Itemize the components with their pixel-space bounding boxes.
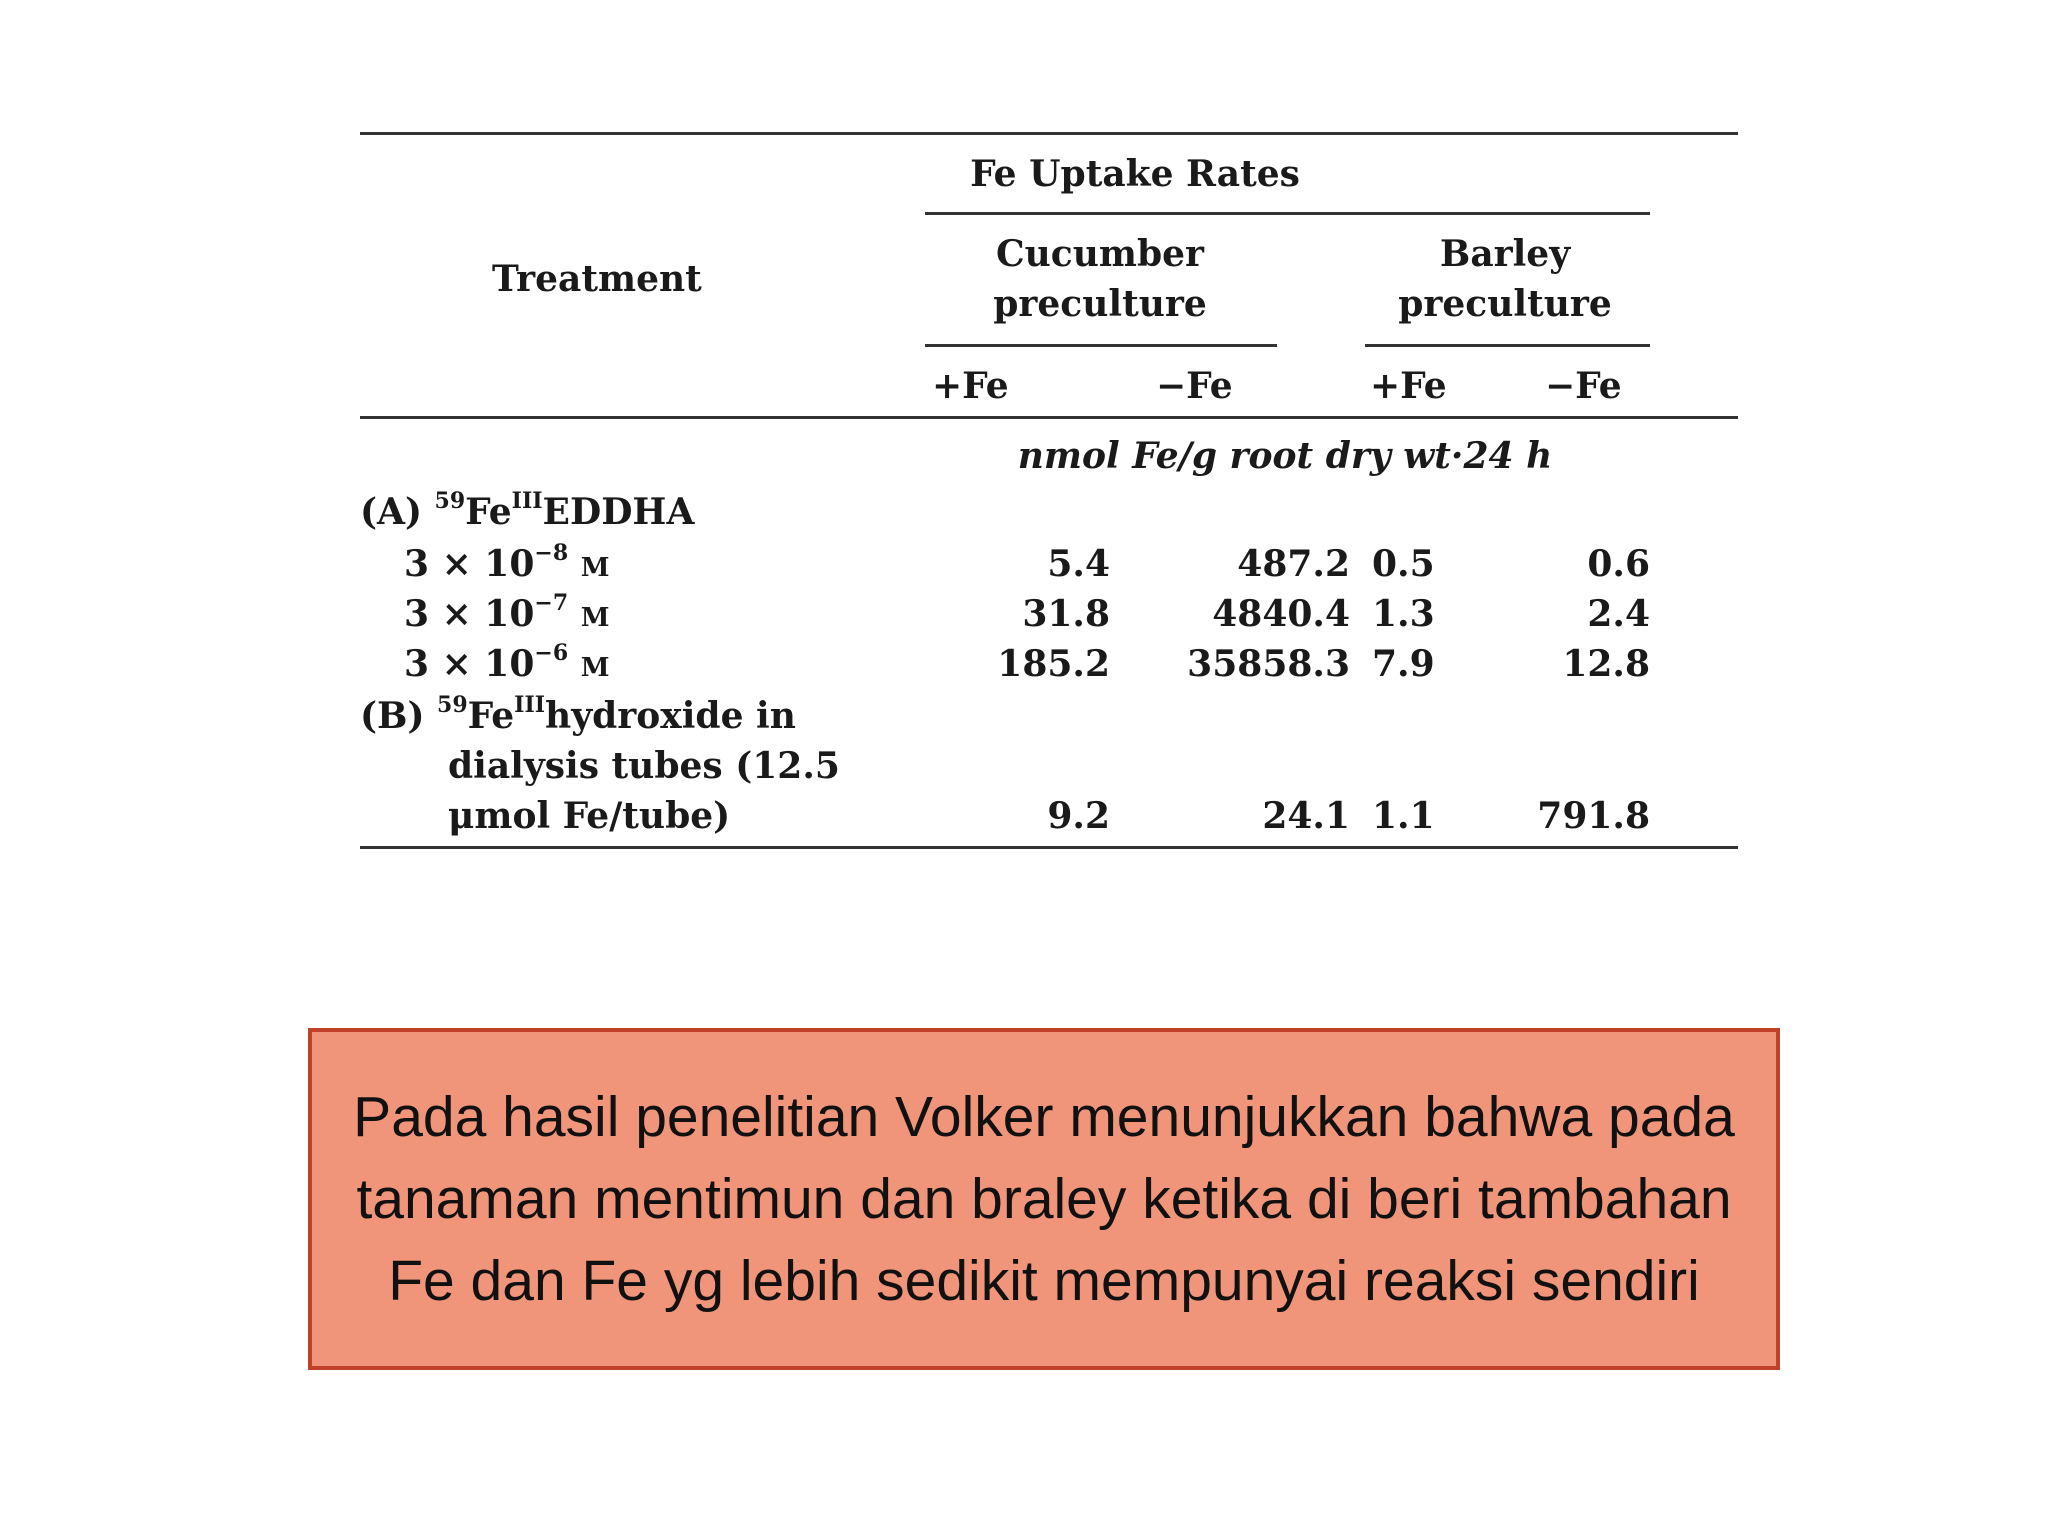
section-b-oxidation: III — [514, 692, 546, 718]
header-barley-minus-fe: −Fe — [1545, 365, 1622, 407]
section-a-label: (A) — [360, 491, 422, 533]
header-cucumber-line2: preculture — [993, 283, 1207, 325]
header-fe-uptake-rates: Fe Uptake Rates — [970, 153, 1300, 195]
conc-label: $3 \times 10^{-7}$ M — [404, 590, 610, 635]
section-a-isotope: 59 — [434, 488, 466, 514]
value-barley-minus-fe: 0.6 — [1587, 543, 1650, 585]
value-cucumber-minus-fe: 4840.4 — [1212, 593, 1350, 635]
value-barley-plus-fe: 1.1 — [1372, 795, 1435, 837]
caption-text: Pada hasil penelitian Volker menunjukkan bahwa pada tanaman mentimun dan braley ketika di beri tambahan Fe dan Fe yg lebih sedikit mempunyai reaksi sendiri — [353, 1085, 1735, 1313]
header-barley-line1: Barley — [1439, 233, 1571, 275]
value-barley-minus-fe: 2.4 — [1587, 593, 1650, 635]
value-barley-plus-fe: 7.9 — [1372, 643, 1435, 685]
header-treatment: Treatment — [492, 258, 702, 300]
section-b-line2: dialysis tubes (12.5 — [448, 745, 840, 787]
section-b-isotope: 59 — [437, 692, 468, 718]
header-cucumber-plus-fe: +Fe — [932, 365, 1009, 407]
conc-label: $3 \times 10^{-6}$ M — [404, 640, 610, 685]
bottom-rule — [360, 846, 1738, 849]
value-cucumber-minus-fe: 487.2 — [1237, 543, 1350, 585]
uptake-rule — [925, 212, 1650, 215]
value-cucumber-minus-fe: 24.1 — [1262, 795, 1350, 837]
section-b-label: (B) — [360, 695, 425, 737]
value-cucumber-minus-fe: 35858.3 — [1187, 643, 1350, 685]
header-cucumber-minus-fe: −Fe — [1156, 365, 1233, 407]
section-a-oxidation: III — [511, 488, 543, 514]
section-a-name: EDDHA — [542, 491, 695, 533]
top-rule — [360, 132, 1738, 135]
value-cucumber-plus-fe: 9.2 — [1047, 795, 1110, 837]
data-table — [360, 118, 1738, 858]
cucumber-rule — [925, 344, 1277, 347]
units-label: nmol Fe/g root dry wt·24 h — [1017, 435, 1553, 477]
section-b-fe: Fe — [467, 695, 515, 737]
caption-box — [308, 1028, 1780, 1370]
header-bottom-rule — [360, 416, 1738, 419]
section-a-fe: Fe — [465, 491, 512, 533]
section-b-line3: μmol Fe/tube) — [448, 795, 731, 837]
header-barley-line2: preculture — [1398, 283, 1612, 325]
value-barley-minus-fe: 791.8 — [1537, 795, 1650, 837]
value-barley-minus-fe: 12.8 — [1562, 643, 1650, 685]
section-a-heading — [360, 488, 695, 533]
value-cucumber-plus-fe: 31.8 — [1022, 593, 1110, 635]
value-cucumber-plus-fe: 5.4 — [1047, 543, 1110, 585]
value-barley-plus-fe: 1.3 — [1372, 593, 1435, 635]
header-barley-plus-fe: +Fe — [1370, 365, 1447, 407]
conc-label: $3 \times 10^{-8}$ M — [404, 540, 610, 585]
value-barley-plus-fe: 0.5 — [1372, 543, 1435, 585]
section-b-name: hydroxide in — [545, 695, 796, 737]
value-cucumber-plus-fe: 185.2 — [997, 643, 1110, 685]
barley-rule — [1365, 344, 1650, 347]
section-b-heading — [360, 692, 796, 737]
header-cucumber-line1: Cucumber — [995, 233, 1205, 275]
